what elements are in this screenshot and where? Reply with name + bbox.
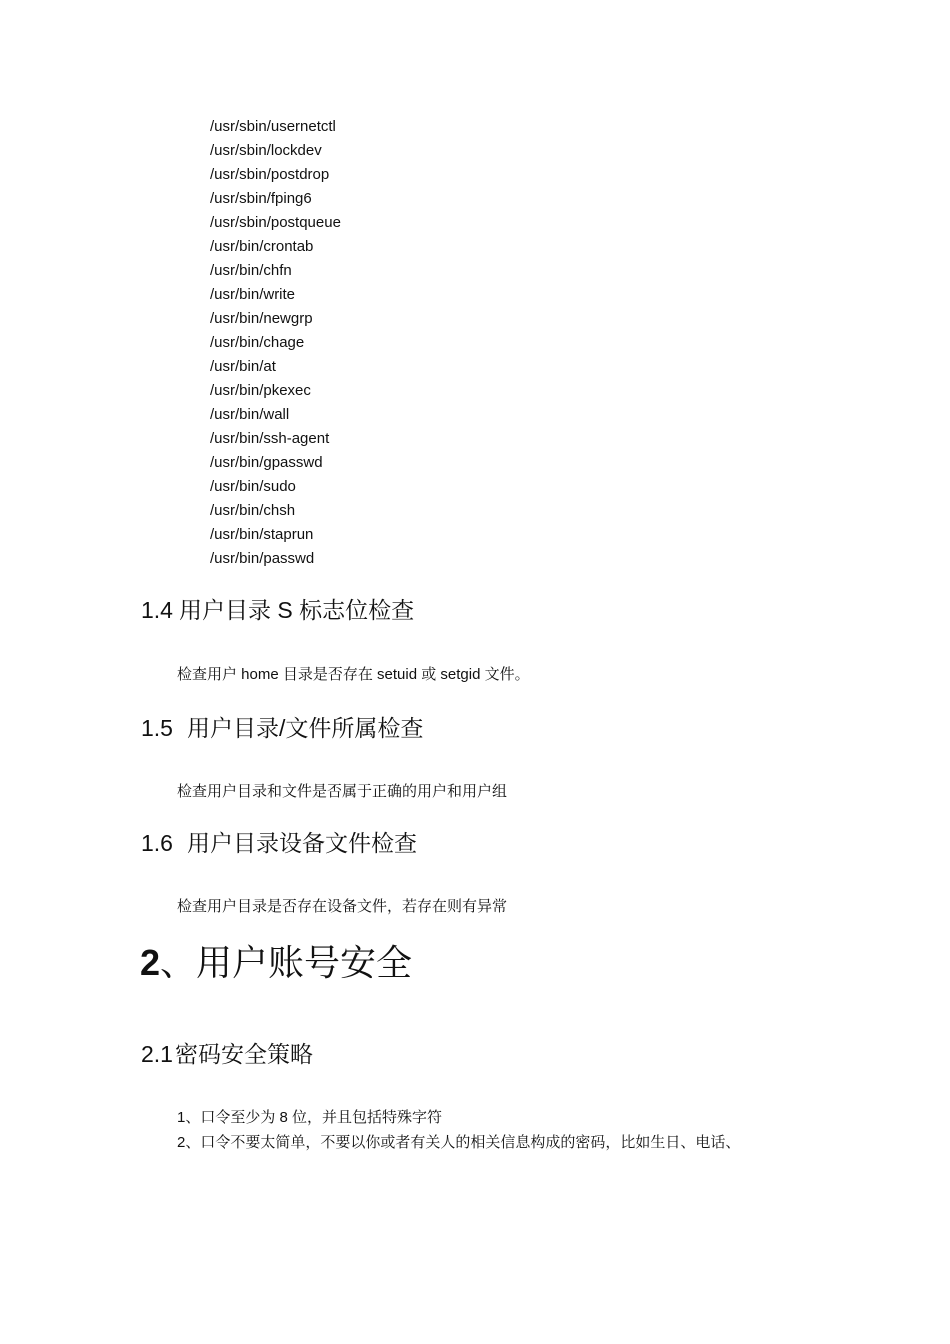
heading-number: 1.6 bbox=[141, 830, 173, 856]
path-item: /usr/bin/wall bbox=[210, 406, 290, 423]
heading-title: 用户目录/文件所属检查 bbox=[186, 715, 424, 741]
path-item: /usr/bin/write bbox=[210, 286, 296, 303]
path-item: /usr/bin/gpasswd bbox=[210, 454, 323, 471]
heading-1-6 bbox=[141, 828, 417, 858]
path-item: /usr/bin/sudo bbox=[210, 478, 296, 495]
password-rule-item: 1、口令至少为 8 位，并且包括特殊字符 bbox=[177, 1109, 443, 1126]
section-1-4-body: 检查用户 home 目录是否存在 setuid 或 setgid 文件。 bbox=[177, 666, 530, 683]
path-item: /usr/sbin/fping6 bbox=[210, 190, 312, 207]
heading-2 bbox=[140, 941, 412, 985]
path-item: /usr/sbin/lockdev bbox=[210, 142, 322, 159]
heading-1-4 bbox=[141, 595, 414, 625]
path-item: /usr/bin/ssh-agent bbox=[210, 430, 330, 447]
password-rule-item: 2、口令不要太简单，不要以你或者有关人的相关信息构成的密码，比如生日、电话、 bbox=[177, 1134, 741, 1151]
path-item: /usr/bin/chsh bbox=[210, 502, 296, 519]
path-item: /usr/bin/chfn bbox=[210, 262, 292, 279]
heading-1-5 bbox=[141, 713, 423, 743]
heading-title: 、用户账号安全 bbox=[160, 942, 413, 983]
setuid-file-list bbox=[210, 116, 341, 572]
heading-number: 2 bbox=[140, 942, 161, 983]
path-item: /usr/bin/passwd bbox=[210, 550, 315, 567]
path-item: /usr/bin/staprun bbox=[210, 526, 314, 543]
path-item: /usr/bin/at bbox=[210, 358, 276, 375]
heading-title: 密码安全策略 bbox=[174, 1041, 313, 1067]
path-item: /usr/bin/chage bbox=[210, 334, 305, 351]
heading-number: 2.1 bbox=[141, 1041, 173, 1067]
path-item: /usr/sbin/postdrop bbox=[210, 166, 330, 183]
heading-title: 用户目录设备文件检查 bbox=[186, 830, 417, 856]
path-item: /usr/bin/crontab bbox=[210, 238, 314, 255]
section-1-6-body: 检查用户目录是否存在设备文件，若存在则有异常 bbox=[177, 898, 508, 915]
heading-number: 1.5 bbox=[141, 715, 173, 741]
heading-number: 1.4 bbox=[141, 597, 173, 623]
path-item: /usr/sbin/postqueue bbox=[210, 214, 341, 231]
path-item: /usr/bin/pkexec bbox=[210, 382, 311, 399]
heading-2-1 bbox=[141, 1039, 313, 1069]
heading-title: 用户目录 S 标志位检查 bbox=[178, 597, 415, 623]
path-item: /usr/bin/newgrp bbox=[210, 310, 313, 327]
section-1-5-body: 检查用户目录和文件是否属于正确的用户和用户组 bbox=[177, 783, 508, 800]
path-item: /usr/sbin/usernetctl bbox=[210, 118, 336, 135]
